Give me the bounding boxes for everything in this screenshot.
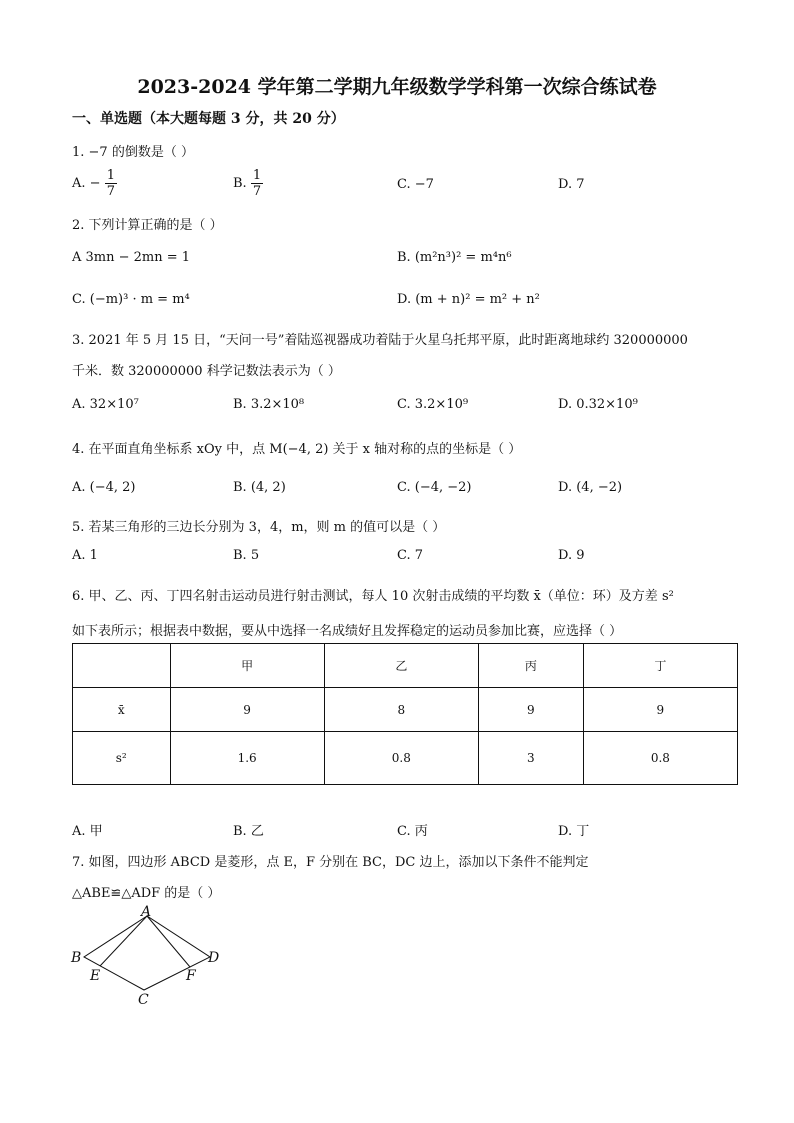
q2-option-b: B. (m²n³)² = m⁴n⁶	[397, 250, 512, 265]
table-cell: 0.8	[324, 732, 478, 785]
label-d: D	[208, 950, 220, 966]
q1-option-d: D. 7	[558, 177, 585, 192]
q1-b-denominator: 7	[252, 184, 262, 199]
q3-option-c: C. 3.2×10⁹	[397, 397, 469, 412]
q1-a-denominator: 7	[106, 184, 115, 199]
q1-b-label: B.	[233, 176, 247, 191]
q1-option-b	[233, 168, 263, 199]
score-table	[72, 643, 738, 785]
table-cell: 3	[478, 732, 583, 785]
q4-stem: 4. 在平面直角坐标系 xOy 中，点 M(−4, 2) 关于 x 轴对称的点的坐标是（ ）	[72, 442, 522, 457]
table-row-mean	[73, 688, 738, 732]
q4-option-b: B. (4, 2)	[233, 480, 286, 495]
table-cell: 9	[583, 688, 737, 732]
section-heading: 一、单选题（本大题每题 3 分，共 20 分）	[72, 111, 345, 127]
label-b: B	[71, 950, 82, 966]
table-cell: s²	[73, 732, 171, 785]
table-cell: 1.6	[170, 732, 324, 785]
label-c: C	[138, 992, 149, 1008]
q2-option-d: D. (m + n)² = m² + n²	[397, 292, 540, 307]
q7-line2: △ABE≌△ADF 的是（ ）	[72, 886, 221, 901]
q2-option-c: C. (−m)³ · m = m⁴	[72, 292, 190, 307]
label-a: A	[141, 904, 152, 920]
q6-option-b: B. 乙	[233, 824, 264, 839]
table-header-cell	[73, 644, 171, 688]
q5-option-b: B. 5	[233, 548, 260, 563]
page-title: 2023-2024 学年第二学期九年级数学学科第一次综合练试卷	[137, 76, 657, 98]
q1-stem: 1. −7 的倒数是（ ）	[72, 145, 194, 160]
q2-stem: 2. 下列计算正确的是（ ）	[72, 218, 223, 233]
table-header-row	[73, 644, 738, 688]
q5-option-c: C. 7	[397, 548, 424, 563]
table-header-cell: 丙	[478, 644, 583, 688]
q3-line2: 千米．数 320000000 科学记数法表示为（ ）	[72, 364, 341, 379]
q7-line1: 7. 如图，四边形 ABCD 是菱形，点 E，F 分别在 BC，DC 边上，添加以下条件不能判定	[72, 855, 589, 870]
q1-a-fraction	[105, 168, 117, 199]
q6-option-d: D. 丁	[558, 824, 590, 839]
q3-line1: 3. 2021 年 5 月 15 日，“天问一号”着陆巡视器成功着陆于火星乌托邦平原，此时距离地球约 320000000	[72, 333, 688, 348]
q6-line1: 6. 甲、乙、丙、丁四名射击运动员进行射击测试，每人 10 次射击成绩的平均数 x̄（单位：环）及方差 s²	[72, 589, 674, 604]
q1-a-label: A.	[72, 176, 86, 191]
table-header-cell: 丁	[583, 644, 737, 688]
q1-option-c: C. −7	[397, 177, 434, 192]
table-cell: 9	[170, 688, 324, 732]
q1-b-fraction	[251, 168, 263, 199]
table-header-cell: 甲	[170, 644, 324, 688]
table-cell: 8	[324, 688, 478, 732]
q5-stem: 5. 若某三角形的三边长分别为 3，4，m，则 m 的值可以是（ ）	[72, 520, 446, 535]
label-e: E	[90, 968, 101, 984]
q6-option-a: A. 甲	[72, 824, 103, 839]
q5-option-d: D. 9	[558, 548, 585, 563]
table-row-variance	[73, 732, 738, 785]
q5-option-a: A. 1	[72, 548, 98, 563]
q3-option-b: B. 3.2×10⁸	[233, 397, 305, 412]
q3-option-d: D. 0.32×10⁹	[558, 397, 638, 412]
segment-ae	[100, 916, 147, 966]
segment-af	[147, 916, 190, 967]
q1-a-numerator: 1	[106, 168, 115, 183]
table-header-cell: 乙	[324, 644, 478, 688]
table-cell: x̄	[73, 688, 171, 732]
q1-a-sign: −	[89, 176, 101, 191]
rhombus-figure	[62, 900, 232, 1010]
q6-option-c: C. 丙	[397, 824, 428, 839]
label-f: F	[186, 968, 196, 984]
q1-b-numerator: 1	[252, 168, 262, 183]
table-cell: 9	[478, 688, 583, 732]
q4-option-a: A. (−4, 2)	[72, 480, 136, 495]
q4-option-c: C. (−4, −2)	[397, 480, 472, 495]
q2-option-a: A 3mn − 2mn = 1	[72, 250, 191, 265]
q6-line2: 如下表所示；根据表中数据，要从中选择一名成绩好且发挥稳定的运动员参加比赛，应选择（ ）	[72, 624, 623, 639]
q3-option-a: A. 32×10⁷	[72, 397, 139, 412]
q1-option-a	[72, 168, 117, 199]
q4-option-d: D. (4, −2)	[558, 480, 623, 495]
table-cell: 0.8	[583, 732, 737, 785]
